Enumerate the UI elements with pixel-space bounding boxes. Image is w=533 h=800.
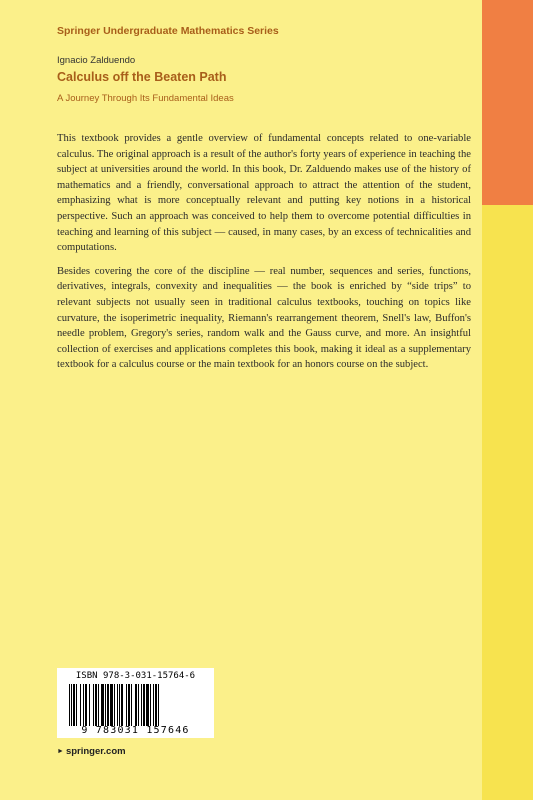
- barcode-bar: [126, 684, 127, 726]
- isbn-label: ISBN 978-3-031-15764-6: [75, 671, 196, 681]
- barcode-bar: [98, 684, 99, 726]
- barcode-bar: [128, 684, 130, 726]
- barcode-bar: [143, 684, 145, 726]
- barcode-bar: [73, 684, 75, 726]
- barcode-bar: [76, 684, 77, 726]
- barcode-bar: [146, 684, 149, 726]
- isbn-barcode: [57, 668, 214, 738]
- orange-spine-stripe: [482, 0, 533, 205]
- barcode-bars: [67, 684, 204, 726]
- barcode-bar: [135, 684, 137, 726]
- barcode-bar: [138, 684, 139, 726]
- springer-link-text: springer.com: [65, 746, 126, 757]
- author-name: Ignacio Zalduendo: [57, 55, 136, 66]
- series-name: Springer Undergraduate Mathematics Series: [57, 25, 279, 37]
- arrow-right-icon: ►: [57, 748, 64, 755]
- barcode-bar: [105, 684, 106, 726]
- barcode-bar: [141, 684, 142, 726]
- barcode-bar: [71, 684, 72, 726]
- book-title: Calculus off the Beaten Path: [57, 70, 227, 84]
- blurb-paragraph-1: This textbook provides a gentle overview of fundamental concepts related to one-variable calculus. The original approach is a result of the author's forty years of experience in teaching the subject at universities around the world. In this book, Dr. Zalduendo makes use of the history of mathematics and a friendly, conversational approach to attract the attention of the student, emphasizing what is more conceptually relevant and putting key notions in a historical perspective. Such an approach was conceived to help them to overcome potential difficulties in teaching and learning of this subject — caused, in many cases, by an excess of technicalities and computations.: [57, 133, 471, 254]
- barcode-bar: [121, 684, 123, 726]
- yellow-spine-stripe: [482, 205, 533, 800]
- barcode-bar: [110, 684, 113, 726]
- barcode-bar: [83, 684, 84, 726]
- barcode-bar: [114, 684, 115, 726]
- barcode-bar: [69, 684, 70, 726]
- barcode-bar: [85, 684, 87, 726]
- back-cover-blurb: [57, 131, 471, 381]
- blurb-paragraph-2: Besides covering the core of the discipline — real number, sequences and series, functions, derivatives, integrals, convexity and inequalities — the book is enriched by “side trips” to relevant subjects not usually seen in traditional calculus textbooks, touching on topics like curvature, the isoperimetric inequality, Riemann's rearrangement theorem, Snell's law, Buffon's needle problem, Gregory's series, random walk and the Gauss curve, and more. An insightful collection of exercises and applications completes this book, making it ideal as a supplementary textbook for a calculus course or the main textbook for an honors course on the subject.: [57, 265, 471, 371]
- barcode-bar: [131, 684, 132, 726]
- barcode-bar: [153, 684, 154, 726]
- springer-website-link[interactable]: [57, 746, 126, 757]
- barcode-bar: [158, 684, 159, 726]
- barcode-bar: [117, 684, 118, 726]
- barcode-bar: [80, 684, 81, 726]
- barcode-bar: [89, 684, 90, 726]
- barcode-bar: [150, 684, 151, 726]
- barcode-bar: [107, 684, 109, 726]
- barcode-bar: [101, 684, 104, 726]
- barcode-bar: [95, 684, 97, 726]
- barcode-bar: [155, 684, 157, 726]
- barcode-bar: [119, 684, 120, 726]
- barcode-bar: [93, 684, 94, 726]
- barcode-digits: 9 783031 157646: [81, 725, 190, 736]
- book-subtitle: A Journey Through Its Fundamental Ideas: [57, 93, 234, 104]
